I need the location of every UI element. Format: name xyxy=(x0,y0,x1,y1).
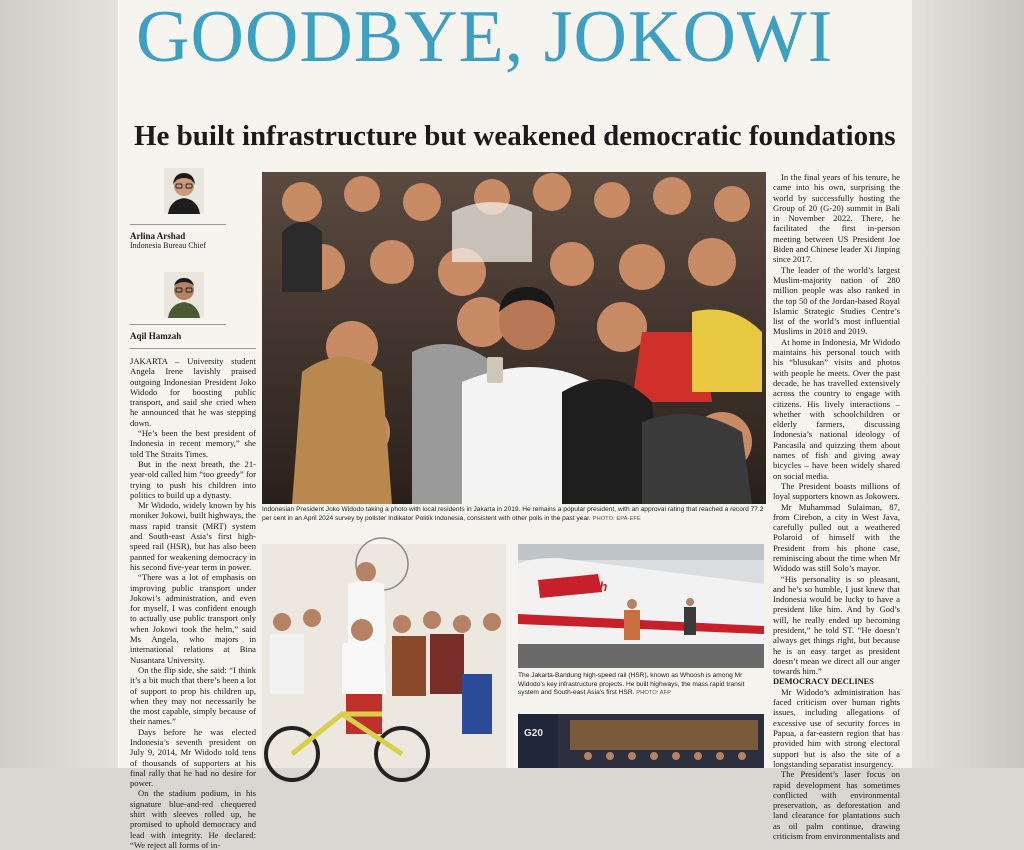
left-column xyxy=(130,356,256,850)
paragraph: On the stadium podium, in his signature blue-and-red chequered shirt with sleeves rolled up, he promised to uphold democracy and lead with integrity. He declared: “We reject all forms of in- xyxy=(130,788,256,850)
paragraph: Mr Widodo, widely known by his moniker Jokowi, built highways, the mass rapid transit (MRT) system and South-east Asia’s first high-speed rail (HSR), but has also been panned for weakening democracy in his second five-year term in power. xyxy=(130,500,256,572)
paragraph: But in the next breath, the 21-year-old called him “too greedy” for trying to push his children into politics to build up a dynasty. xyxy=(130,458,256,500)
paragraph: JAKARTA – University student Angela Irene lavishly praised outgoing Indonesian President Joko Widodo for boosting public transport, and said she cried when he announced that he was stepping down. xyxy=(130,356,256,428)
headline: GOODBYE, JOKOWI xyxy=(136,0,834,78)
paragraph: At home in Indonesia, Mr Widodo maintains his personal touch with his “blusukan” visits and photos with people he meets. Over the past decade, he has travelled extensively across the country to engage with citizens. His lively interactions – whether with schoolchildren or elderly farmers, discussing Indonesia’s national ideology of Pancasila and quizzing them about names of fish and giving away bicycles – have been widely shared on social media. xyxy=(773,336,900,481)
background-left xyxy=(0,0,118,768)
byline-divider xyxy=(130,348,256,349)
paragraph: In the final years of his tenure, he came into his own, surprising the world by successfully hosting the Group of 20 (G-20) summit in Bali in November 2022. There, he facilitated the first in-person meeting between US President Joe Biden and Chinese leader Xi Jinping since 2017. xyxy=(773,172,900,265)
byline-author-1 xyxy=(130,168,230,250)
paragraph: “There was a lot of emphasis on improving public transport under Jokowi’s administration, and even for myself, I was confident enough to actually use public transport only when Jokowi took the helm,” said Ms Angela, who majors in international relations at Bina Nusantara University. xyxy=(130,572,256,665)
paragraph: “He’s been the best president of Indonesia in recent memory,” she told The Straits Times. xyxy=(130,428,256,459)
subheadline: He built infrastructure but weakened democratic foundations xyxy=(134,120,896,152)
author-photo-2 xyxy=(164,272,204,318)
main-photo xyxy=(262,172,766,504)
main-photo-caption xyxy=(262,506,766,523)
g20-label: G20 xyxy=(524,728,543,739)
caption-text: Indonesian President Joko Widodo taking a photo with local residents in Jakarta in 2019. He remains a popular president, with an approval rating that reached a record 77.2 per cent in an April 2024 survey by pollster Indikator Politik Indonesia, consistent with other polls in the past year. xyxy=(262,506,764,522)
paragraph: On the flip side, she said: “I think it’s a bit much that there’s been a lot of support to prop his children up, when they may not necessarily be the most capable, simply because of their names.” xyxy=(130,664,256,727)
paragraph: The President boasts millions of loyal supporters known as Jokowers. xyxy=(773,480,900,502)
author-name: Aqil Hamzah xyxy=(130,331,182,341)
paragraph: Mr Muhammad Sulaiman, 87, from Cirebon, a city in West Java, carefully pulled out a weathered Polaroid of himself with the President from his phone case, reminiscing about the time when Mr Widodo was still Solo’s mayor. xyxy=(773,501,900,574)
author-name: Arlina Arshad xyxy=(130,231,186,241)
right-column xyxy=(773,172,900,841)
train-photo-caption xyxy=(518,672,764,698)
bicycle-photo xyxy=(262,544,506,768)
g20-photo xyxy=(518,714,764,768)
byline-author-2 xyxy=(130,272,230,341)
paragraph: The President’s laser focus on rapid development has sometimes conflicted with environmental preservation, as deforestation and land clearance for plantations such as oil palm continue, drawing criticism from environmentalists and xyxy=(773,769,900,841)
section-heading: DEMOCRACY DECLINES xyxy=(773,676,874,686)
caption-text: The Jakarta-Bandung high-speed rail (HSR), known as Whoosh is among Mr Widodo’s key infrastructure projects. He built highways, the mass rapid transit system and South-east Asia’s first HSR. xyxy=(518,672,745,697)
author-photo-1 xyxy=(164,168,204,214)
paragraph: “His personality is so pleasant, and he’s so humble, I just knew that Indonesia would be lucky to have a president like him. And by God’s will, he really ended up becoming president,” he told ST. “He doesn’t always get things right, but because he is an easy target as president doesn’t mean we direct all our anger towards him.” xyxy=(773,573,900,677)
byline-rule xyxy=(130,224,226,225)
paragraph: Mr Widodo’s administration has faced criticism over human rights issues, including allegations of excessive use of security forces in Papua, a far-eastern region that has provided him with strong electoral support but is also the site of a longstanding separatist insurgency. xyxy=(773,686,900,769)
train-photo xyxy=(518,544,764,668)
train-brand: Whoosh xyxy=(556,579,608,594)
paragraph: The leader of the world’s largest Muslim-majority nation of 280 million people was also ranked in the top 50 of the Jordan-based Royal Islamic Strategic Studies Centre’s list of the world’s most influential Muslims in 2018 and 2019. xyxy=(773,264,900,337)
paragraph: Days before he was elected Indonesia’s seventh president on July 9, 2014, Mr Widodo told tens of thousands of supporters at his final rally that he had no desire for power. xyxy=(130,726,256,789)
photo-credit: PHOTO: AFP xyxy=(636,690,671,697)
photo-credit: PHOTO: EPA-EFE xyxy=(592,515,641,522)
background-right xyxy=(912,0,1024,768)
byline-rule xyxy=(130,324,226,325)
author-role: Indonesia Bureau Chief xyxy=(130,241,206,250)
newspaper-page xyxy=(118,0,912,850)
